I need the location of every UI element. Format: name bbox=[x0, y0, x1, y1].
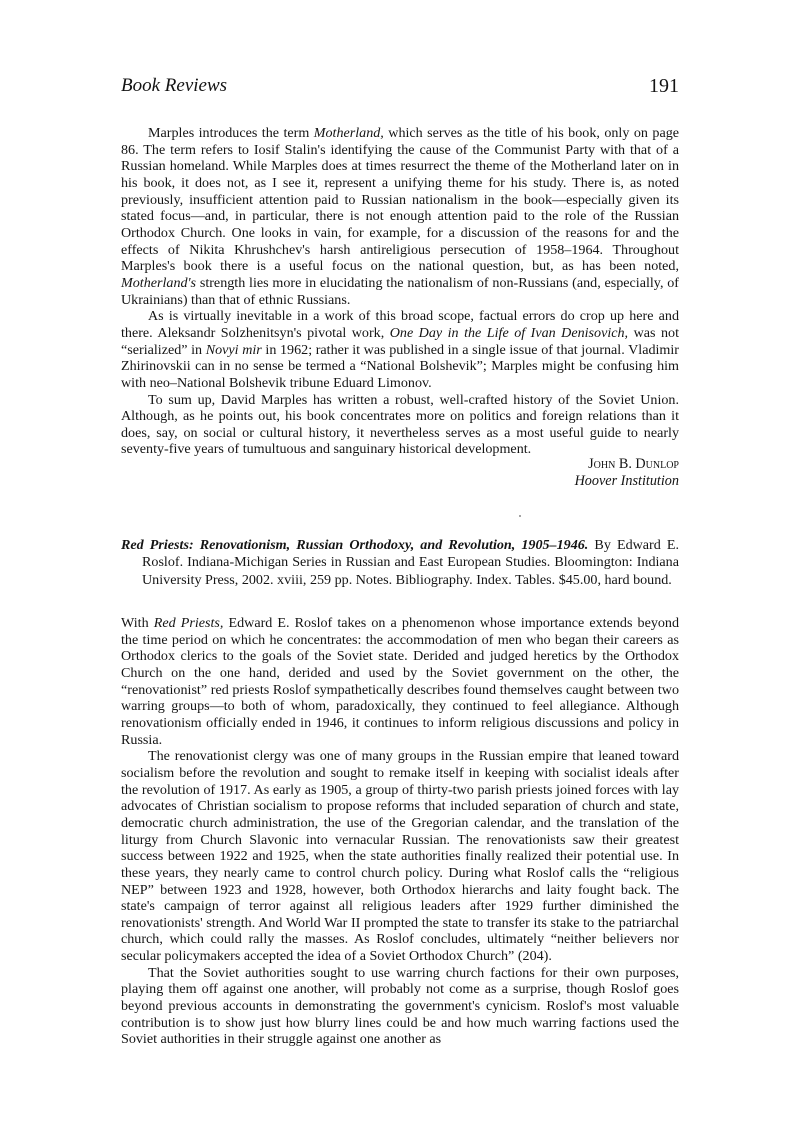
book-citation bbox=[121, 537, 679, 589]
review1-paragraph-2: As is virtually inevitable in a work of this broad scope, factual errors do crop up here and there. Aleksandr Solzhenitsyn's pivotal work, One Day in the Life of Ivan Denisovich, was not “serialized” in Novyi mir in 1962; rather it was published in a single issue of that journal. Vladimir Zhirinovskii can in no sense be termed a “National Bolshevik”; Marples might be confusing him with neo–National Bolshevik tribune Eduard Limonov. bbox=[121, 308, 680, 391]
reviewer-name: John B. Dunlop bbox=[588, 456, 679, 472]
review2-paragraph-3: That the Soviet authorities sought to use warring church factions for their own purposes, playing them off against one another, will probably not come as a surprise, though Roslof goes beyond previous accounts in demonstrating the government's cynicism. Roslof's most valuable contribution is to show just how blurry lines could be and how much warring factions used the Soviet authorities in their struggle against one another as bbox=[121, 964, 679, 1048]
section-separator-dot bbox=[519, 515, 521, 517]
review1-paragraph-3: To sum up, David Marples has written a robust, well-crafted history of the Soviet Union. Although, as he points out, his book concentrates more on politics and foreign relations than it does, say, on social or cultural history, it nevertheless serves as a most useful guide to nearly seventy-five years of tumultuous and sanguinary historical development. bbox=[121, 391, 679, 458]
journal-title: Book Reviews bbox=[121, 75, 228, 96]
review2-paragraph-1: With Red Priests, Edward E. Roslof takes on a phenomenon whose importance extends beyond the time period on which he concentrates: the accommodation of men who began their careers as Orthodox clerics to the goals of the Soviet state. Derided and judged heretics by the Orthodox Church on the one hand, derided and used by the Soviet government on the other, the “renovationist” red priests Roslof sympathetically describes found themselves caught between two warring groups—to both of whom, paradoxically, they continued to feel allegiance. Although renovationism officially ended in 1946, it continues to inform religious discussions and policy in Russia. bbox=[121, 615, 680, 748]
book-title: Red Priests: Renovationism, Russian Orthodoxy, and Revolution, 1905–1946. bbox=[121, 537, 589, 553]
page-number: 191 bbox=[649, 75, 679, 97]
running-head bbox=[121, 75, 679, 99]
review1-paragraph-1: Marples introduces the term Motherland, which serves as the title of his book, only on page 86. The term refers to Iosif Stalin's identifying the cause of the Communist Party with that of a Russian homeland. While Marples does at times resurrect the theme of the Motherland later on in his book, it does not, as I see it, represent a unifying theme for his study. There is, as noted previously, insufficient attention paid to Russian nationalism in the book—especially given its stated focus—and, in particular, there is not enough attention paid to the role of the Russian Orthodox Church. One looks in vain, for example, for a discussion of the reasons for and the effects of Nikita Khrushchev's harsh antireligious persecution of 1958–1964. Throughout Marples's book there is a useful focus on the national question, but, as has been noted, Motherland's strength lies more in elucidating the nationalism of non-Russians (and, especially, of Ukrainians) than that of ethnic Russians. bbox=[121, 125, 680, 308]
book-details: By Edward E. Roslof. Indiana-Michigan Series in Russian and East European Studies. Bloomington: Indiana University Press, 2002. xviii, 259 pp. Notes. Bibliography. Index. Tables. $45.00, hard bound. bbox=[142, 537, 680, 588]
reviewer-signature bbox=[400, 456, 679, 490]
review2-paragraph-2: The renovationist clergy was one of many groups in the Russian empire that leaned toward socialism before the revolution and sought to remake itself in keeping with socialist ideals after the revolution of 1917. As early as 1905, a group of thirty-two parish priests joined forces with lay advocates of Christian socialism to propose reforms that included separation of church and state, democratic church administration, the use of the Gregorian calendar, and the translation of the liturgy from Church Slavonic into vernacular Russian. The renovationists saw their greatest success between 1922 and 1925, when the state authorities finally realized their potential use. In these years, they nearly came to control church policy. During what Roslof calls the “religious NEP” between 1923 and 1928, however, both Orthodox hierarchs and laity fought back. The state's campaign of terror against all religious leaders after 1929 further diminished the renovationists' strength. And World War II prompted the state to transfer its stake to the patriarchal church, which could rally the masses. As Roslof concludes, ultimately “neither believers nor secular policymakers accepted the idea of a Soviet Orthodox Church” (204). bbox=[121, 748, 679, 965]
review1-text bbox=[121, 125, 679, 458]
review2-text bbox=[121, 615, 679, 1048]
reviewer-institution: Hoover Institution bbox=[574, 473, 679, 489]
